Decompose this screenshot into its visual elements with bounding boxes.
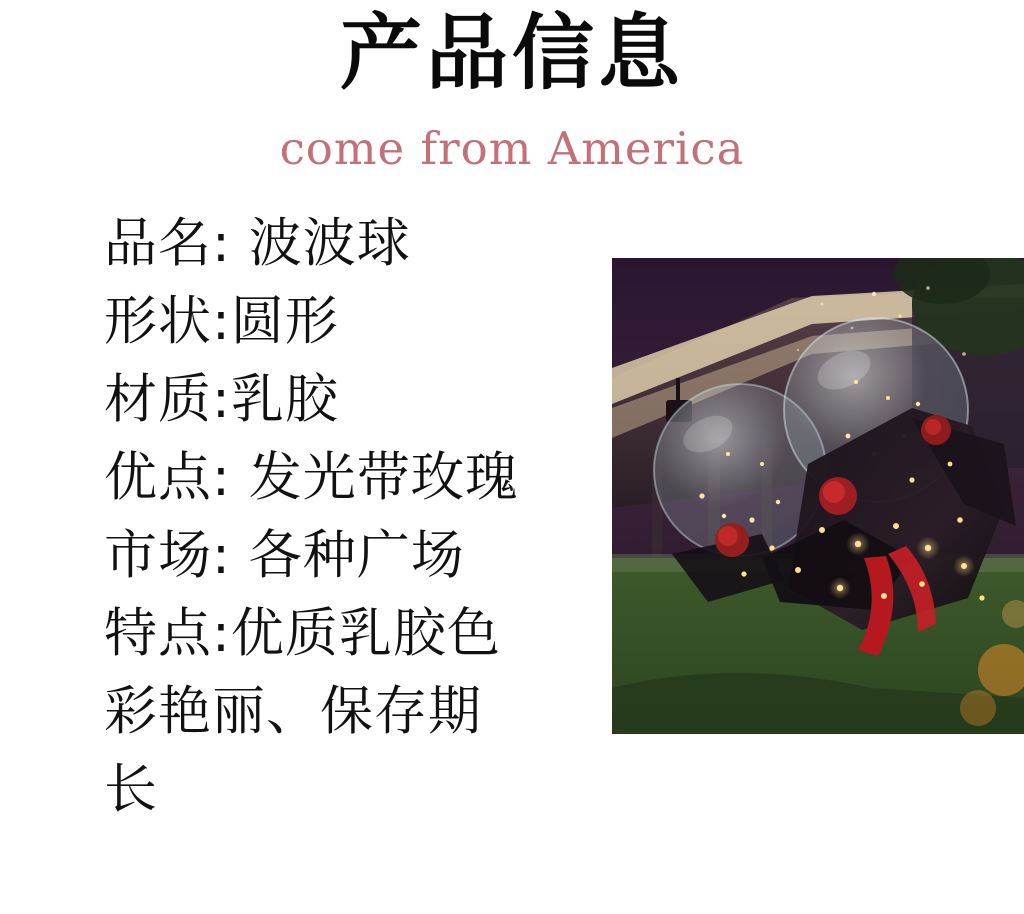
spec-line-feature: 特点:优质乳胶色: [104, 603, 501, 664]
spec-list: [104, 205, 664, 829]
spec-line-shape: 形状:圆形: [104, 291, 339, 352]
spec-line-advantage: 优点: 发光带玫瑰: [104, 447, 519, 508]
spec-line-feature-cont-2: 长: [104, 759, 158, 820]
spec-line-feature-cont-1: 彩艳丽、保存期: [104, 681, 482, 742]
spec-line-material: 材质:乳胶: [104, 369, 339, 430]
product-photo: [612, 258, 1024, 734]
page-subtitle: come from America: [279, 122, 745, 175]
spec-line-name: 品名: 波波球: [104, 213, 411, 274]
page-title: 产品信息: [339, 5, 684, 101]
spec-line-market: 市场: 各种广场: [104, 525, 465, 586]
